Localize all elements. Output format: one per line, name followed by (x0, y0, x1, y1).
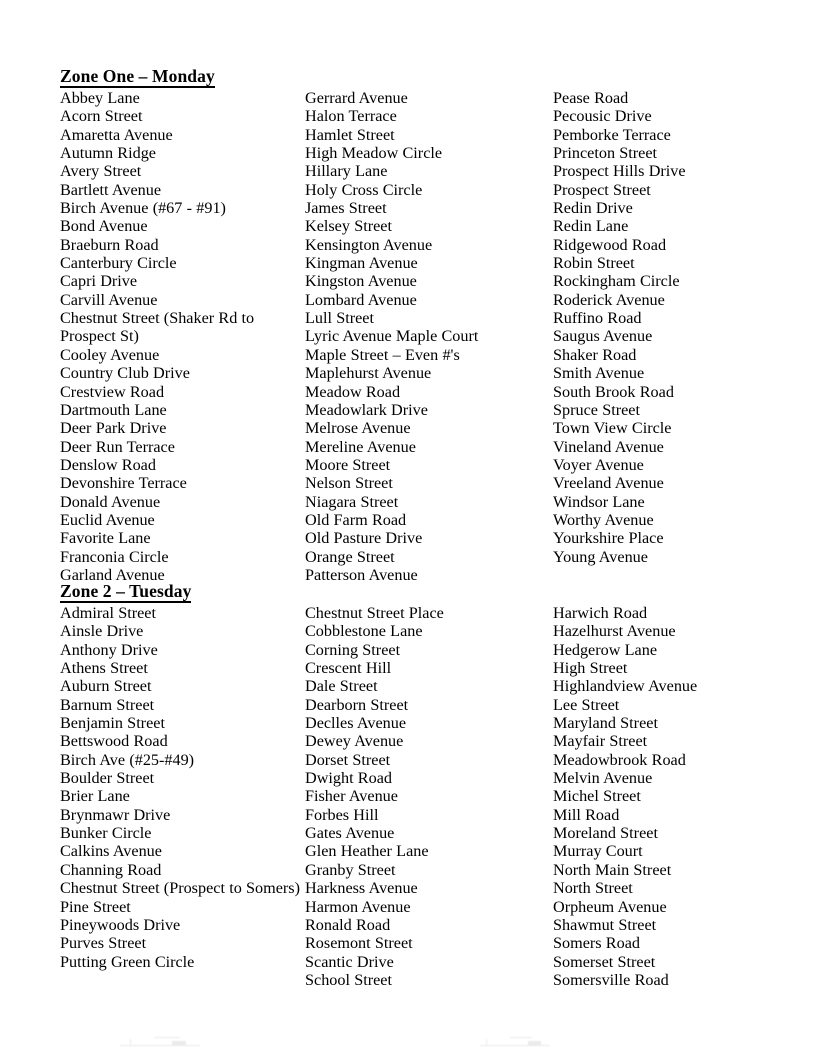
zone-one-column-3 (553, 89, 798, 566)
street-list-item: Chestnut Street Place (305, 604, 444, 622)
street-list-item: High Meadow Circle (305, 144, 443, 163)
street-list-item: Denslow Road (60, 455, 156, 474)
street-list-item: Kingston Avenue (305, 272, 417, 291)
street-list-item: Town View Circle (553, 419, 672, 438)
street-list-item: Anthony Drive (60, 640, 158, 659)
street-list-item: Yourkshire Place (553, 529, 664, 548)
street-list-item: Channing Road (60, 860, 162, 879)
street-list-item: Gates Avenue (305, 824, 395, 843)
street-list-item: Prospect Hills Drive (553, 162, 686, 181)
street-list-item: Vineland Avenue (553, 437, 664, 456)
street-list-item: Dale Street (305, 677, 378, 696)
street-list-item: Birch Avenue (#67 - #91) (60, 199, 226, 218)
street-list-item: Pecousic Drive (553, 107, 652, 126)
street-list-item: Lyric Avenue Maple Court (305, 327, 479, 346)
street-list-item: Old Pasture Drive (305, 529, 423, 548)
street-list (305, 89, 545, 584)
street-list-item: Devonshire Terrace (60, 474, 187, 493)
zone-two-section (60, 581, 760, 989)
street-list-item: Hedgerow Lane (553, 640, 658, 659)
street-list-item: Nelson Street (305, 474, 393, 493)
street-list-item: Euclid Avenue (60, 510, 155, 529)
street-list-item: Abbey Lane (60, 89, 140, 107)
street-list-item: Deer Run Terrace (60, 437, 175, 456)
street-list-item: Benjamin Street (60, 714, 165, 733)
street-list-item: Bond Avenue (60, 217, 148, 236)
street-list-item: Ronald Road (305, 915, 391, 934)
street-list-item: Robin Street (553, 254, 635, 273)
street-list-item: Harkness Avenue (305, 879, 418, 898)
zone-two-column-2 (305, 604, 545, 989)
street-list-item: Calkins Avenue (60, 842, 162, 861)
street-list-item: Bettswood Road (60, 732, 168, 751)
street-list-item: Redin Lane (553, 217, 629, 236)
street-list-item: Dartmouth Lane (60, 400, 167, 419)
street-list-item: Lombard Avenue (305, 290, 417, 309)
street-list-item: Vreeland Avenue (553, 474, 664, 493)
zone-two-columns (60, 604, 760, 989)
street-list-item: Worthy Avenue (553, 510, 654, 529)
street-list-item: Niagara Street (305, 492, 399, 511)
street-list-item: Windsor Lane (553, 492, 645, 511)
street-list-item: Ainsle Drive (60, 622, 144, 641)
street-list-item: Princeton Street (553, 144, 658, 163)
street-list-item: Lull Street (305, 309, 374, 328)
street-list-item: Smith Avenue (553, 364, 645, 383)
street-list-item: Kelsey Street (305, 217, 392, 236)
street-list-item: Kingman Avenue (305, 254, 418, 273)
zone-one-column-2 (305, 89, 545, 584)
street-list-item: Shawmut Street (553, 915, 657, 934)
street-list-item: Bartlett Avenue (60, 180, 162, 199)
street-list (305, 604, 545, 989)
street-list-item: Franconia Circle (60, 547, 169, 566)
street-list (553, 89, 798, 566)
street-list-item: Old Farm Road (305, 510, 407, 529)
street-list-item: Melvin Avenue (553, 769, 653, 788)
street-list-item: Dewey Avenue (305, 732, 404, 751)
street-list-item: Meadow Road (305, 382, 401, 401)
street-list-item: Moreland Street (553, 824, 658, 843)
street-list-item: Somers Road (553, 934, 640, 953)
street-list-item: Crescent Hill (305, 659, 392, 678)
street-list-item: Pine Street (60, 897, 131, 916)
street-list-item: Meadowlark Drive (305, 400, 428, 419)
street-list-item: Granby Street (305, 860, 396, 879)
street-list-item: Purves Street (60, 934, 147, 953)
street-list-item: North Street (553, 879, 633, 898)
street-list-item: Cooley Avenue (60, 345, 160, 364)
street-list (553, 604, 798, 989)
zone-two-column-3 (553, 604, 798, 989)
street-list-item: Holy Cross Circle (305, 180, 423, 199)
street-list-item: Putting Green Circle (60, 952, 195, 971)
zone-one-columns (60, 89, 760, 584)
street-list-item: Donald Avenue (60, 492, 161, 511)
street-list-item: Shaker Road (553, 345, 637, 364)
street-list-item: Ruffino Road (553, 309, 642, 328)
street-list-item: Orpheum Avenue (553, 897, 667, 916)
street-list-item: Canterbury Circle (60, 254, 177, 273)
street-list-item: Patterson Avenue (305, 565, 418, 584)
street-list-item: Dearborn Street (305, 695, 409, 714)
street-list-item: Young Avenue (553, 547, 648, 566)
street-list-item: Chestnut Street (Prospect to Somers) (60, 879, 300, 898)
street-list (60, 604, 300, 971)
street-list-item: Amaretta Avenue (60, 125, 173, 144)
street-list-item: Redin Drive (553, 199, 633, 218)
street-list-item: Gerrard Avenue (305, 89, 408, 107)
street-list-item: Ridgewood Road (553, 235, 667, 254)
zone-one-heading: Zone One – Monday (60, 66, 215, 86)
street-list-item: Somersville Road (553, 970, 669, 989)
street-list-item: Favorite Lane (60, 529, 151, 548)
street-list-item: Spruce Street (553, 400, 640, 419)
street-list-item: Lee Street (553, 695, 620, 714)
street-list-item: Halon Terrace (305, 107, 397, 126)
street-list-item: Country Club Drive (60, 364, 190, 383)
street-list-item: Fisher Avenue (305, 787, 398, 806)
street-list-item: Auburn Street (60, 677, 152, 696)
zone-one-section (60, 66, 760, 584)
street-list-item: Hillary Lane (305, 162, 388, 181)
street-list-item: South Brook Road (553, 382, 674, 401)
street-list-item: Admiral Street (60, 604, 156, 622)
street-list-item: Forbes Hill (305, 805, 379, 824)
street-list-item: Orange Street (305, 547, 395, 566)
street-list-item: Cobblestone Lane (305, 622, 423, 641)
street-list-item: Mayfair Street (553, 732, 648, 751)
street-list-item: Meadowbrook Road (553, 750, 686, 769)
street-list-item: Pease Road (553, 89, 629, 107)
street-list-item: School Street (305, 970, 392, 989)
street-list-item: Rosemont Street (305, 934, 413, 953)
street-list-item: Prospect Street (553, 180, 651, 199)
street-list-item: Boulder Street (60, 769, 155, 788)
street-list-item: High Street (553, 659, 628, 678)
street-list-item: Roderick Avenue (553, 290, 665, 309)
street-list-item: Autumn Ridge (60, 144, 156, 163)
street-list-item: Glen Heather Lane (305, 842, 429, 861)
street-list-item: Dwight Road (305, 769, 392, 788)
street-list-item: Mill Road (553, 805, 620, 824)
street-list-item: Braeburn Road (60, 235, 159, 254)
zone-two-column-1 (60, 604, 300, 971)
street-list-item: Brier Lane (60, 787, 130, 806)
street-list-item: James Street (305, 199, 387, 218)
zone-one-column-1 (60, 89, 300, 584)
street-list-item: Maple Street – Even #'s (305, 345, 460, 364)
street-list-item: Bunker Circle (60, 824, 152, 843)
street-list-item: Mereline Avenue (305, 437, 416, 456)
street-list-item: Maryland Street (553, 714, 658, 733)
street-list-item: Acorn Street (60, 107, 143, 126)
street-list-item: Hamlet Street (305, 125, 395, 144)
street-list-item: Hazelhurst Avenue (553, 622, 676, 641)
street-list-item: Avery Street (60, 162, 142, 181)
street-list-item: Chestnut Street (Shaker Rd to Prospect St) (60, 309, 255, 346)
street-list-item: Capri Drive (60, 272, 138, 291)
street-list-item: Maplehurst Avenue (305, 364, 432, 383)
street-list-item: Saugus Avenue (553, 327, 653, 346)
street-list-item: Somerset Street (553, 952, 656, 971)
street-list-item: Barnum Street (60, 695, 155, 714)
street-list-item: Melrose Avenue (305, 419, 411, 438)
street-list-item: Murray Court (553, 842, 643, 861)
street-list-item: Moore Street (305, 455, 391, 474)
street-list-item: Highlandview Avenue (553, 677, 698, 696)
street-list-item: Pineywoods Drive (60, 915, 181, 934)
street-list-item: Harwich Road (553, 604, 648, 622)
street-list-item: Declles Avenue (305, 714, 407, 733)
street-list-item: Garland Avenue (60, 565, 165, 584)
street-list-item: Crestview Road (60, 382, 165, 401)
street-list-item: Brynmawr Drive (60, 805, 171, 824)
street-list-item: Deer Park Drive (60, 419, 167, 438)
street-list-item: Corning Street (305, 640, 401, 659)
street-list-item: Carvill Avenue (60, 290, 158, 309)
street-list-item: Rockingham Circle (553, 272, 680, 291)
street-list-item: Scantic Drive (305, 952, 394, 971)
street-list-item: Kensington Avenue (305, 235, 433, 254)
street-list-item: Harmon Avenue (305, 897, 411, 916)
street-list-item: Athens Street (60, 659, 148, 678)
street-list-item: Dorset Street (305, 750, 391, 769)
street-list-item: Michel Street (553, 787, 641, 806)
street-list (60, 89, 300, 584)
scan-artifact-left (120, 1035, 200, 1051)
scan-artifact-right (480, 1036, 550, 1050)
street-list-item: Birch Ave (#25-#49) (60, 750, 195, 769)
street-list-item: North Main Street (553, 860, 672, 879)
street-list-item: Pemborke Terrace (553, 125, 671, 144)
zone-two-heading: Zone 2 – Tuesday (60, 581, 192, 601)
street-list-item: Voyer Avenue (553, 455, 644, 474)
